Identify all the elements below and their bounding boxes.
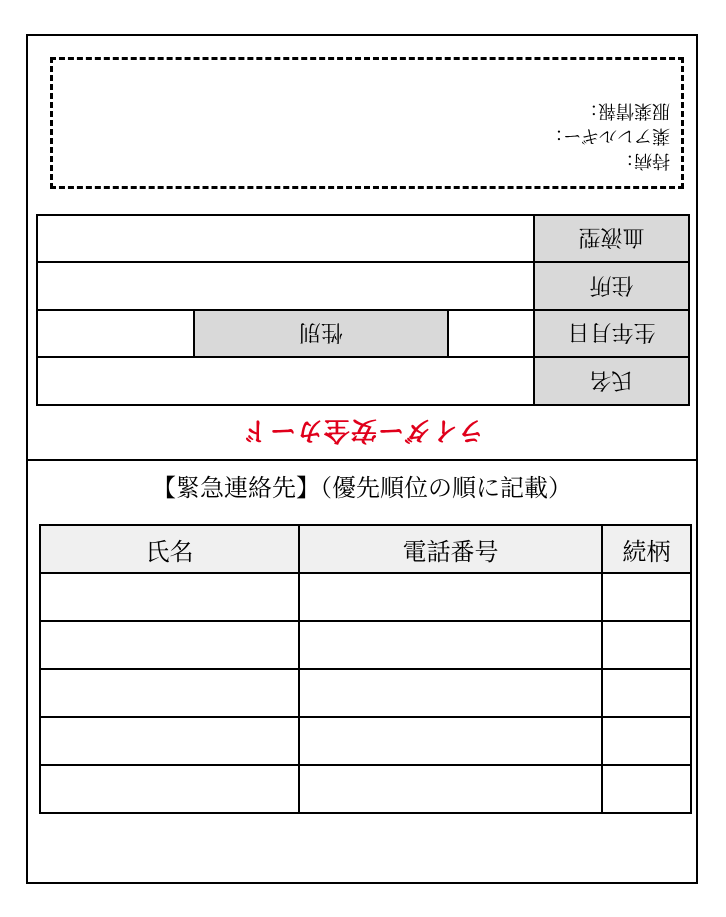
table-row <box>40 717 691 765</box>
table-row <box>40 669 691 717</box>
medication-label: 服薬情報： <box>580 100 670 121</box>
contact-relation-cell[interactable] <box>602 669 691 717</box>
birth-value[interactable] <box>448 310 534 358</box>
contact-name-cell[interactable] <box>40 765 299 813</box>
contact-name-cell[interactable] <box>40 573 299 621</box>
col-name: 氏名 <box>40 525 299 573</box>
medical-notes <box>545 98 670 173</box>
contact-relation-cell[interactable] <box>602 621 691 669</box>
header-row <box>40 525 691 573</box>
contact-name-cell[interactable] <box>40 669 299 717</box>
personal-info-table <box>36 214 690 406</box>
contact-phone-cell[interactable] <box>299 669 602 717</box>
blood-row <box>37 215 689 263</box>
sex-value[interactable] <box>37 310 194 358</box>
blood-label: 血液型 <box>534 215 689 263</box>
contact-phone-cell[interactable] <box>299 765 602 813</box>
contact-relation-cell[interactable] <box>602 717 691 765</box>
address-label: 住所 <box>534 263 689 311</box>
name-label: 氏名 <box>534 358 689 406</box>
col-relation: 続柄 <box>602 525 691 573</box>
fold-line <box>26 459 698 461</box>
blood-value[interactable] <box>37 215 534 263</box>
name-row <box>37 358 689 406</box>
contact-name-cell[interactable] <box>40 717 299 765</box>
address-value[interactable] <box>37 263 534 311</box>
card-title: ライダー安全カード <box>241 415 485 445</box>
contact-phone-cell[interactable] <box>299 621 602 669</box>
emergency-heading: 【緊急連絡先】（優先順位の順に記載） <box>152 474 572 502</box>
table-row <box>40 765 691 813</box>
contact-relation-cell[interactable] <box>602 765 691 813</box>
address-row <box>37 263 689 311</box>
chronic-illness-label: 持病： <box>616 150 670 171</box>
contact-name-cell[interactable] <box>40 621 299 669</box>
emergency-contact-table <box>39 524 692 814</box>
contact-phone-cell[interactable] <box>299 573 602 621</box>
drug-allergy-label: 薬アレルギー： <box>545 125 670 146</box>
table-row <box>40 621 691 669</box>
table-row <box>40 573 691 621</box>
name-value[interactable] <box>37 358 534 406</box>
birth-row <box>37 310 689 358</box>
col-phone: 電話番号 <box>299 525 602 573</box>
contact-relation-cell[interactable] <box>602 573 691 621</box>
sex-label: 性別 <box>194 310 448 358</box>
birth-label: 生年月日 <box>534 310 689 358</box>
contact-phone-cell[interactable] <box>299 717 602 765</box>
